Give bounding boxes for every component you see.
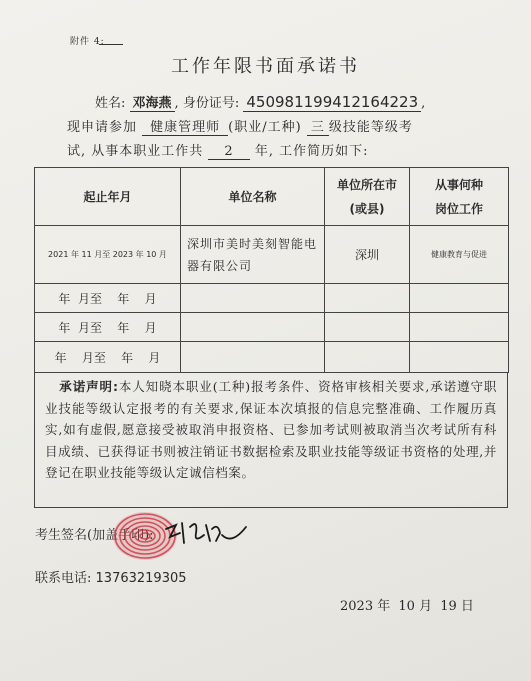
row-4-city: [325, 342, 410, 373]
comma-2: ,: [421, 96, 426, 111]
row-2-period: 年 月至 年 月: [35, 284, 181, 313]
table-row: [35, 342, 509, 373]
header-position: 从事何种 岗位工作: [410, 168, 509, 226]
table-header-row: [35, 168, 509, 226]
row-1-position: 健康教育与促进: [410, 226, 509, 284]
applicant-name: 邓海燕: [130, 96, 175, 112]
years: 2: [208, 144, 249, 160]
apply-prefix: 现申请参加: [67, 120, 138, 135]
table-row: [35, 284, 509, 313]
row-3-position: [410, 313, 509, 342]
phone-number: 13763219305: [95, 571, 187, 586]
date-day-unit: 日: [460, 599, 474, 614]
row-2-city: [325, 284, 410, 313]
declaration-text: 本人知晓本职业(工种)报考条件、资格审核相关要求,承诺遵守职业技能等级认定报考的有关要求,保证本次填报的信息完整准确、工作履历真实,如有虚假,愿意接受被取消申报资格、已参加考试则被取消当次考试所有科目成绩、已获得证书则被注销证书数据检索及职业技能等级证书资格的处理,并登记在职业技能等级认定诚信档案。: [45, 379, 498, 480]
row-1-city: 深圳: [325, 226, 410, 284]
header-city: 单位所在市 (或县): [325, 168, 410, 226]
date-year: 2023: [340, 599, 374, 614]
occupation: 健康管理师: [142, 120, 228, 136]
attachment-underline: [99, 44, 123, 45]
id-label: 身份证号:: [182, 96, 240, 111]
header-company: 单位名称: [181, 168, 325, 226]
date-month-unit: 月: [419, 599, 433, 614]
phone-row: [35, 567, 187, 586]
intro-line-3: [67, 142, 368, 162]
comma: ,: [174, 96, 179, 111]
row-4-period: 年 月至 年 月: [35, 342, 181, 373]
row-1-company: 深圳市美时美刻智能电器有限公司: [181, 226, 325, 284]
name-label: 姓名:: [95, 96, 126, 111]
years-suffix: 年, 工作简历如下:: [254, 144, 369, 159]
sign-date: [340, 595, 474, 614]
handwritten-signature: [160, 515, 250, 549]
table-row: [35, 226, 509, 284]
intro-line-1: [95, 92, 425, 114]
row-3-period: 年 月至 年 月: [35, 313, 181, 342]
level-suffix: 级技能等级考: [328, 120, 413, 135]
phone-label: 联系电话:: [35, 571, 92, 586]
row-1-period: 2021 年 11 月至 2023 年 10 月: [35, 226, 181, 284]
declaration-label: 承诺声明:: [59, 379, 119, 394]
level: 三: [307, 120, 329, 136]
occupation-suffix: (职业/工种): [228, 120, 302, 135]
date-month: 10: [398, 599, 415, 614]
row-3-city: [325, 313, 410, 342]
work-history-table: [34, 167, 509, 373]
declaration-box: [34, 372, 508, 508]
row-3-company: [181, 313, 325, 342]
signature-label: 考生签名(加盖手印):: [35, 528, 154, 543]
years-prefix: 试, 从事本职业工作共: [67, 144, 204, 159]
date-day: 19: [440, 599, 457, 614]
row-2-company: [181, 284, 325, 313]
header-period: 起止年月: [35, 168, 181, 226]
table-row: [35, 313, 509, 342]
date-year-unit: 年: [377, 599, 391, 614]
row-4-company: [181, 342, 325, 373]
attachment-label: 附件 4:: [70, 37, 105, 47]
intro-line-2: [67, 118, 413, 138]
id-number: 450981199412164223: [243, 93, 421, 112]
row-4-position: [410, 342, 509, 373]
page-title: 工作年限书面承诺书: [171, 56, 360, 77]
row-2-position: [410, 284, 509, 313]
